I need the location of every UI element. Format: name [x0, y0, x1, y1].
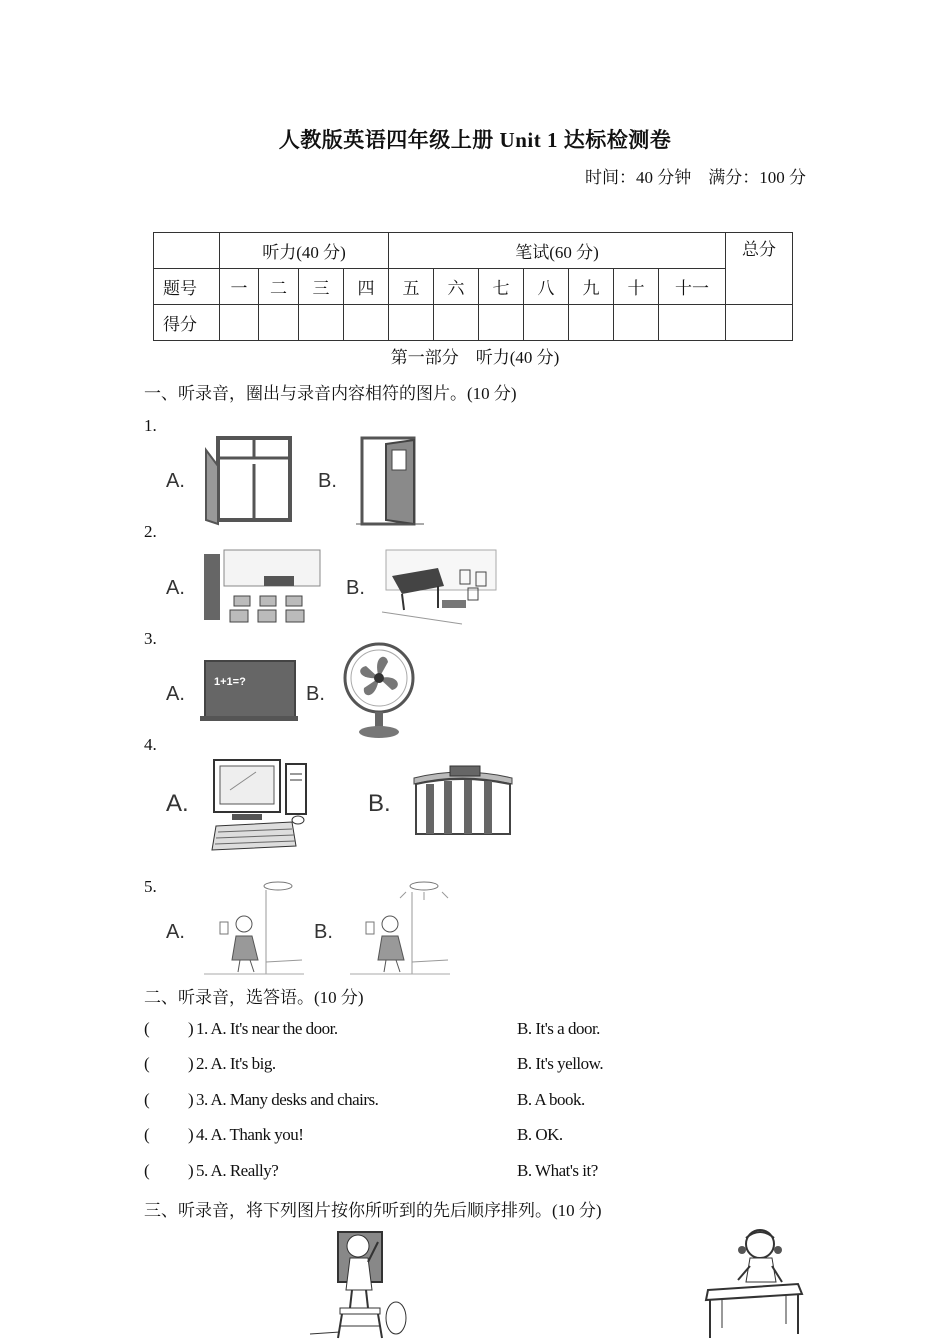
choice-b: B. It's yellow. [517, 1054, 604, 1073]
score-cell[interactable] [389, 305, 434, 341]
choice-b: B. OK. [517, 1125, 563, 1144]
exam-meta: 时间：40 分钟 满分：100 分 [585, 168, 806, 187]
number-cell: 八 [524, 269, 569, 305]
option-b-label[interactable]: B. [346, 577, 365, 599]
page-title: 人教版英语四年级上册 Unit 1 达标检测卷 [278, 128, 672, 152]
score-table [153, 232, 793, 341]
answer-blank-open[interactable]: ( [144, 1090, 150, 1109]
score-cell[interactable] [479, 305, 524, 341]
score-cell[interactable] [726, 305, 793, 341]
number-cell: 四 [344, 269, 389, 305]
music-room-image[interactable] [382, 546, 500, 626]
light-off-image[interactable] [204, 880, 304, 978]
choice-b: B. What's it? [517, 1161, 598, 1180]
light-on-image[interactable] [350, 880, 450, 978]
girl-cleaning-desk-image[interactable] [702, 1224, 806, 1340]
choice-a: 4. A. Thank you! [196, 1125, 304, 1144]
option-b-label[interactable]: B. [306, 683, 325, 705]
row-number-label: 题号 [154, 269, 220, 305]
choice-a: 1. A. It's near the door. [196, 1019, 338, 1038]
score-cell[interactable] [434, 305, 479, 341]
section2-heading: 二、听录音，选答语。(10 分) [144, 988, 364, 1007]
score-cell[interactable] [259, 305, 299, 341]
option-a-label[interactable]: A. [166, 790, 189, 817]
listening-header: 听力(40 分) [220, 233, 389, 269]
score-cell[interactable] [524, 305, 569, 341]
score-cell[interactable] [220, 305, 259, 341]
score-cell[interactable] [614, 305, 659, 341]
window-image[interactable] [204, 436, 294, 528]
answer-row [144, 1019, 844, 1043]
answer-row [144, 1125, 844, 1149]
door-image[interactable] [356, 436, 426, 528]
score-cell[interactable] [659, 305, 726, 341]
number-cell: 七 [479, 269, 524, 305]
number-cell: 十 [614, 269, 659, 305]
option-b-label[interactable]: B. [314, 921, 333, 943]
choice-a: 5. A. Really? [196, 1161, 279, 1180]
writing-header: 笔试(60 分) [389, 233, 726, 269]
answer-blank-open[interactable]: ( [144, 1161, 150, 1180]
answer-blank-open[interactable]: ( [144, 1054, 150, 1073]
teachers-desk-image[interactable] [412, 764, 514, 840]
answer-blank-close: ) [188, 1161, 194, 1180]
option-a-label[interactable]: A. [166, 470, 185, 492]
computer-image[interactable] [210, 758, 310, 854]
blackboard-image[interactable] [200, 660, 298, 722]
number-cell: 三 [299, 269, 344, 305]
question-number: 2. [144, 522, 157, 541]
answer-blank-close: ) [188, 1125, 194, 1144]
question-number: 5. [144, 877, 157, 896]
answer-blank-close: ) [188, 1054, 194, 1073]
number-cell: 九 [569, 269, 614, 305]
row-score-label: 得分 [154, 305, 220, 341]
score-cell[interactable] [299, 305, 344, 341]
answer-blank-open[interactable]: ( [144, 1019, 150, 1038]
answer-row [144, 1090, 844, 1114]
answer-row [144, 1161, 844, 1185]
answer-row [144, 1054, 844, 1078]
choice-a: 3. A. Many desks and chairs. [196, 1090, 379, 1109]
section3-heading: 三、听录音，将下列图片按你所听到的先后顺序排列。(10 分) [144, 1201, 602, 1220]
answer-blank-close: ) [188, 1019, 194, 1038]
table-corner-cell [154, 233, 220, 269]
option-a-label[interactable]: A. [166, 683, 185, 705]
boy-cleaning-window-image[interactable] [310, 1228, 414, 1340]
choice-b: B. It's a door. [517, 1019, 600, 1038]
board-text: 1+1=? [214, 676, 246, 688]
fan-image[interactable] [342, 642, 416, 740]
total-header: 总分 [726, 233, 793, 305]
option-a-label[interactable]: A. [166, 921, 185, 943]
number-cell: 十一 [659, 269, 726, 305]
number-cell: 二 [259, 269, 299, 305]
question-number: 4. [144, 735, 157, 754]
answer-blank-close: ) [188, 1090, 194, 1109]
answer-blank-open[interactable]: ( [144, 1125, 150, 1144]
option-b-label[interactable]: B. [318, 470, 337, 492]
score-cell[interactable] [344, 305, 389, 341]
score-cell[interactable] [569, 305, 614, 341]
option-a-label[interactable]: A. [166, 577, 185, 599]
number-cell: 六 [434, 269, 479, 305]
number-cell: 五 [389, 269, 434, 305]
question-number: 3. [144, 629, 157, 648]
number-cell: 一 [220, 269, 259, 305]
question-number: 1. [144, 416, 157, 435]
option-b-label[interactable]: B. [368, 790, 391, 817]
classroom-image[interactable] [204, 546, 322, 626]
section1-heading: 一、听录音，圈出与录音内容相符的图片。(10 分) [144, 384, 517, 403]
choice-a: 2. A. It's big. [196, 1054, 276, 1073]
choice-b: B. A book. [517, 1090, 585, 1109]
part1-heading: 第一部分 听力(40 分) [390, 348, 560, 367]
